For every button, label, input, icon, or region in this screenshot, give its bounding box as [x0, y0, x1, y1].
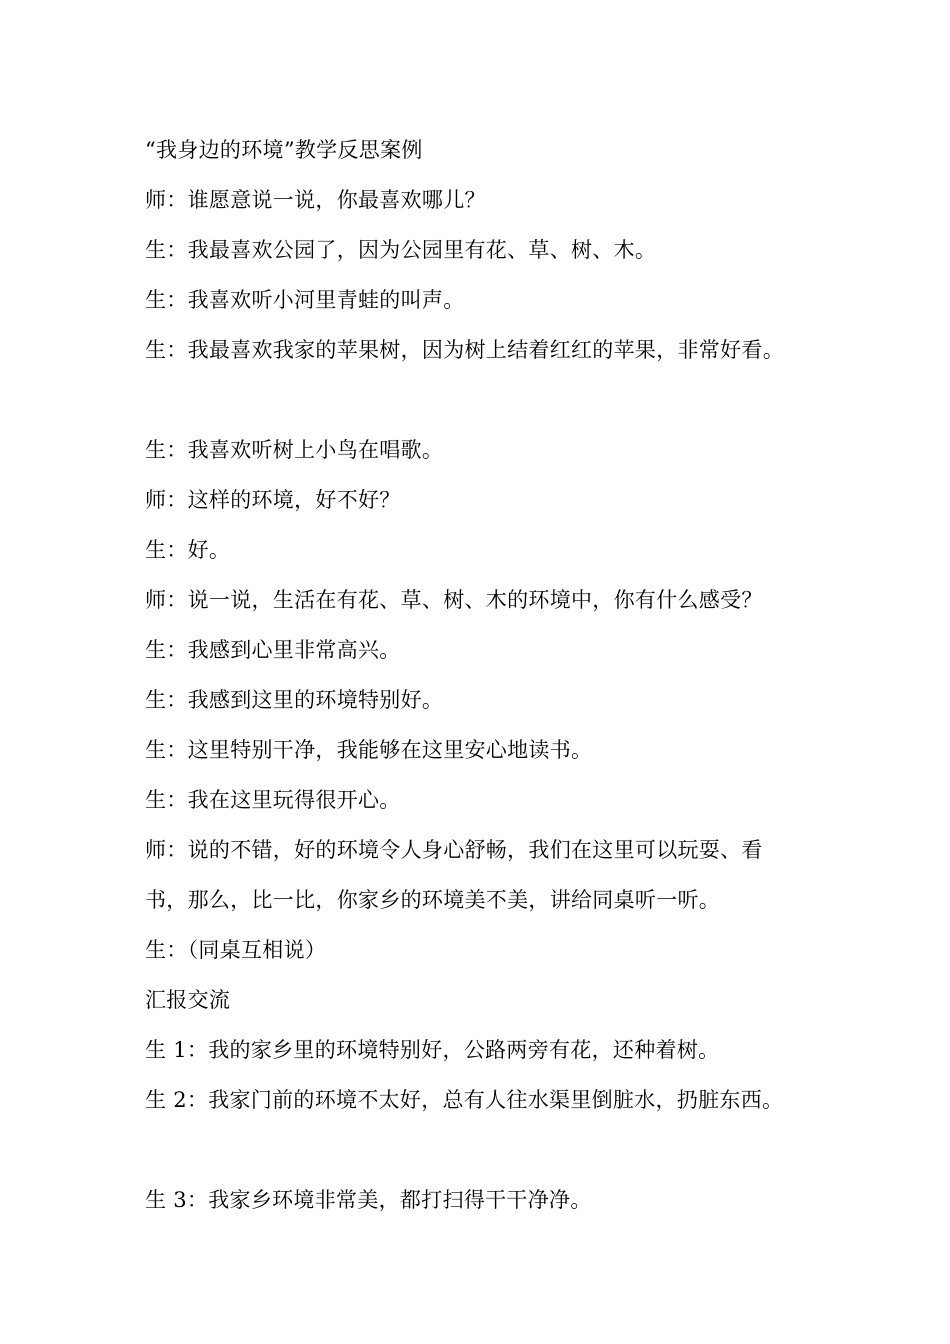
dialogue-line: 生：我最喜欢我家的苹果树，因为树上结着红红的苹果，非常好看。 — [145, 338, 784, 362]
dialogue-line: 师：说的不错，好的环境令人身心舒畅，我们在这里可以玩耍、看 — [145, 838, 763, 862]
dialogue-line: 生：我在这里玩得很开心。 — [145, 788, 401, 812]
dialogue-line: 师：说一说，生活在有花、草、树、木的环境中，你有什么感受？ — [145, 588, 763, 612]
dialogue-line: 师：这样的环境，好不好？ — [145, 488, 401, 512]
dialogue-line: 生 1：我的家乡里的环境特别好，公路两旁有花，还种着树。 — [145, 1038, 720, 1062]
dialogue-line: 生：我喜欢听小河里青蛙的叫声。 — [145, 288, 465, 312]
dialogue-line: 生 3：我家乡环境非常美，都打扫得干干净净。 — [145, 1188, 592, 1212]
dialogue-line: 生：（同桌互相说） — [145, 938, 327, 962]
dialogue-line: 生：这里特别干净，我能够在这里安心地读书。 — [145, 738, 593, 762]
dialogue-line: 生：好。 — [145, 538, 231, 562]
dialogue-line: 生 2：我家门前的环境不太好，总有人往水渠里倒脏水，扔脏东西。 — [145, 1088, 784, 1112]
dialogue-line: 生：我喜欢听树上小鸟在唱歌。 — [145, 438, 444, 462]
dialogue-line: 生：我感到这里的环境特别好。 — [145, 688, 444, 712]
dialogue-line: 生：我感到心里非常高兴。 — [145, 638, 401, 662]
dialogue-line: 书，那么，比一比，你家乡的环境美不美，讲给同桌听一听。 — [145, 888, 721, 912]
dialogue-line: 生：我最喜欢公园了，因为公园里有花、草、树、木。 — [145, 238, 657, 262]
section-heading: 汇报交流 — [145, 988, 231, 1012]
dialogue-line: 师：谁愿意说一说，你最喜欢哪儿？ — [145, 188, 486, 212]
document-title: “我身边的环境”教学反思案例 — [145, 138, 423, 162]
